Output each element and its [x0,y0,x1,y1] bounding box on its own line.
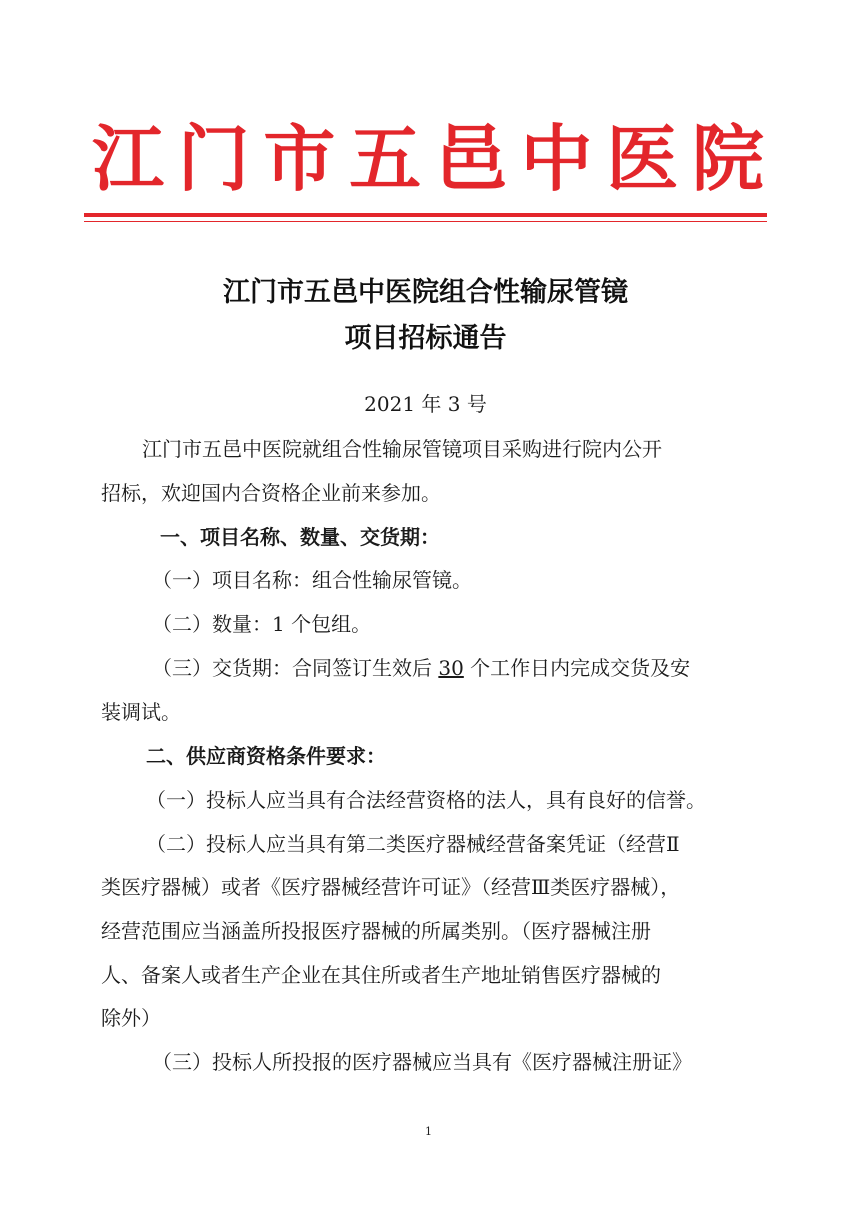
list-item-license-line: 人、备案人或者生产企业在其住所或者生产地址销售医疗器械的 [101,963,661,987]
delivery-text-post: 个工作日内完成交货及安 [463,656,691,680]
letterhead-char: 医 [606,116,679,201]
delivery-days: 30 [438,656,464,680]
list-item-license-line: 经营范围应当涵盖所投报医疗器械的所属类别。（医疗器械注册 [101,919,651,943]
intro-paragraph-line: 招标，欢迎国内合资格企业前来参加。 [101,481,441,505]
list-item-registration-line: （三）投标人所投报的医疗器械应当具有《医疗器械注册证》 [152,1050,692,1074]
letterhead-char: 院 [691,116,764,201]
list-item-project-name: （一）项目名称：组合性输尿管镜。 [152,568,472,592]
document-number: 2021 年 3 号 [364,392,487,416]
list-item-delivery-cont: 装调试。 [101,700,181,724]
letterhead-char: 邑 [434,116,507,201]
letterhead-char: 中 [520,116,593,201]
section-heading-project: 一、项目名称、数量、交货期： [160,525,440,549]
list-item-delivery [152,652,690,684]
document-title-line2: 项目招标通告 [344,323,507,354]
letterhead-rule-thick [84,213,767,217]
letterhead-title [88,118,768,200]
page-number: 1 [425,1125,432,1138]
letterhead-char: 门 [177,116,250,201]
document-title-line1: 江门市五邑中医院组合性输尿管镜 [223,277,628,308]
intro-paragraph-line: 江门市五邑中医院就组合性输尿管镜项目采购进行院内公开 [142,437,662,461]
letterhead-rule-thin [84,221,767,222]
letterhead-char: 江 [91,116,164,201]
list-item-legal-entity: （一）投标人应当具有合法经营资格的法人，具有良好的信誉。 [146,788,706,812]
list-item-quantity: （二）数量：1 个包组。 [152,612,372,636]
list-item-license-line: 除外） [101,1006,161,1030]
letterhead-char: 五 [349,116,422,201]
list-item-license-line: （二）投标人应当具有第二类医疗器械经营备案凭证（经营Ⅱ [146,832,680,856]
letterhead-char: 市 [263,116,336,201]
delivery-text-pre: （三）交货期：合同签订生效后 [152,656,439,680]
section-heading-qualification: 二、供应商资格条件要求： [146,744,386,768]
list-item-license-line: 类医疗器械）或者《医疗器械经营许可证》（经营Ⅲ类医疗器械）， [101,875,681,899]
